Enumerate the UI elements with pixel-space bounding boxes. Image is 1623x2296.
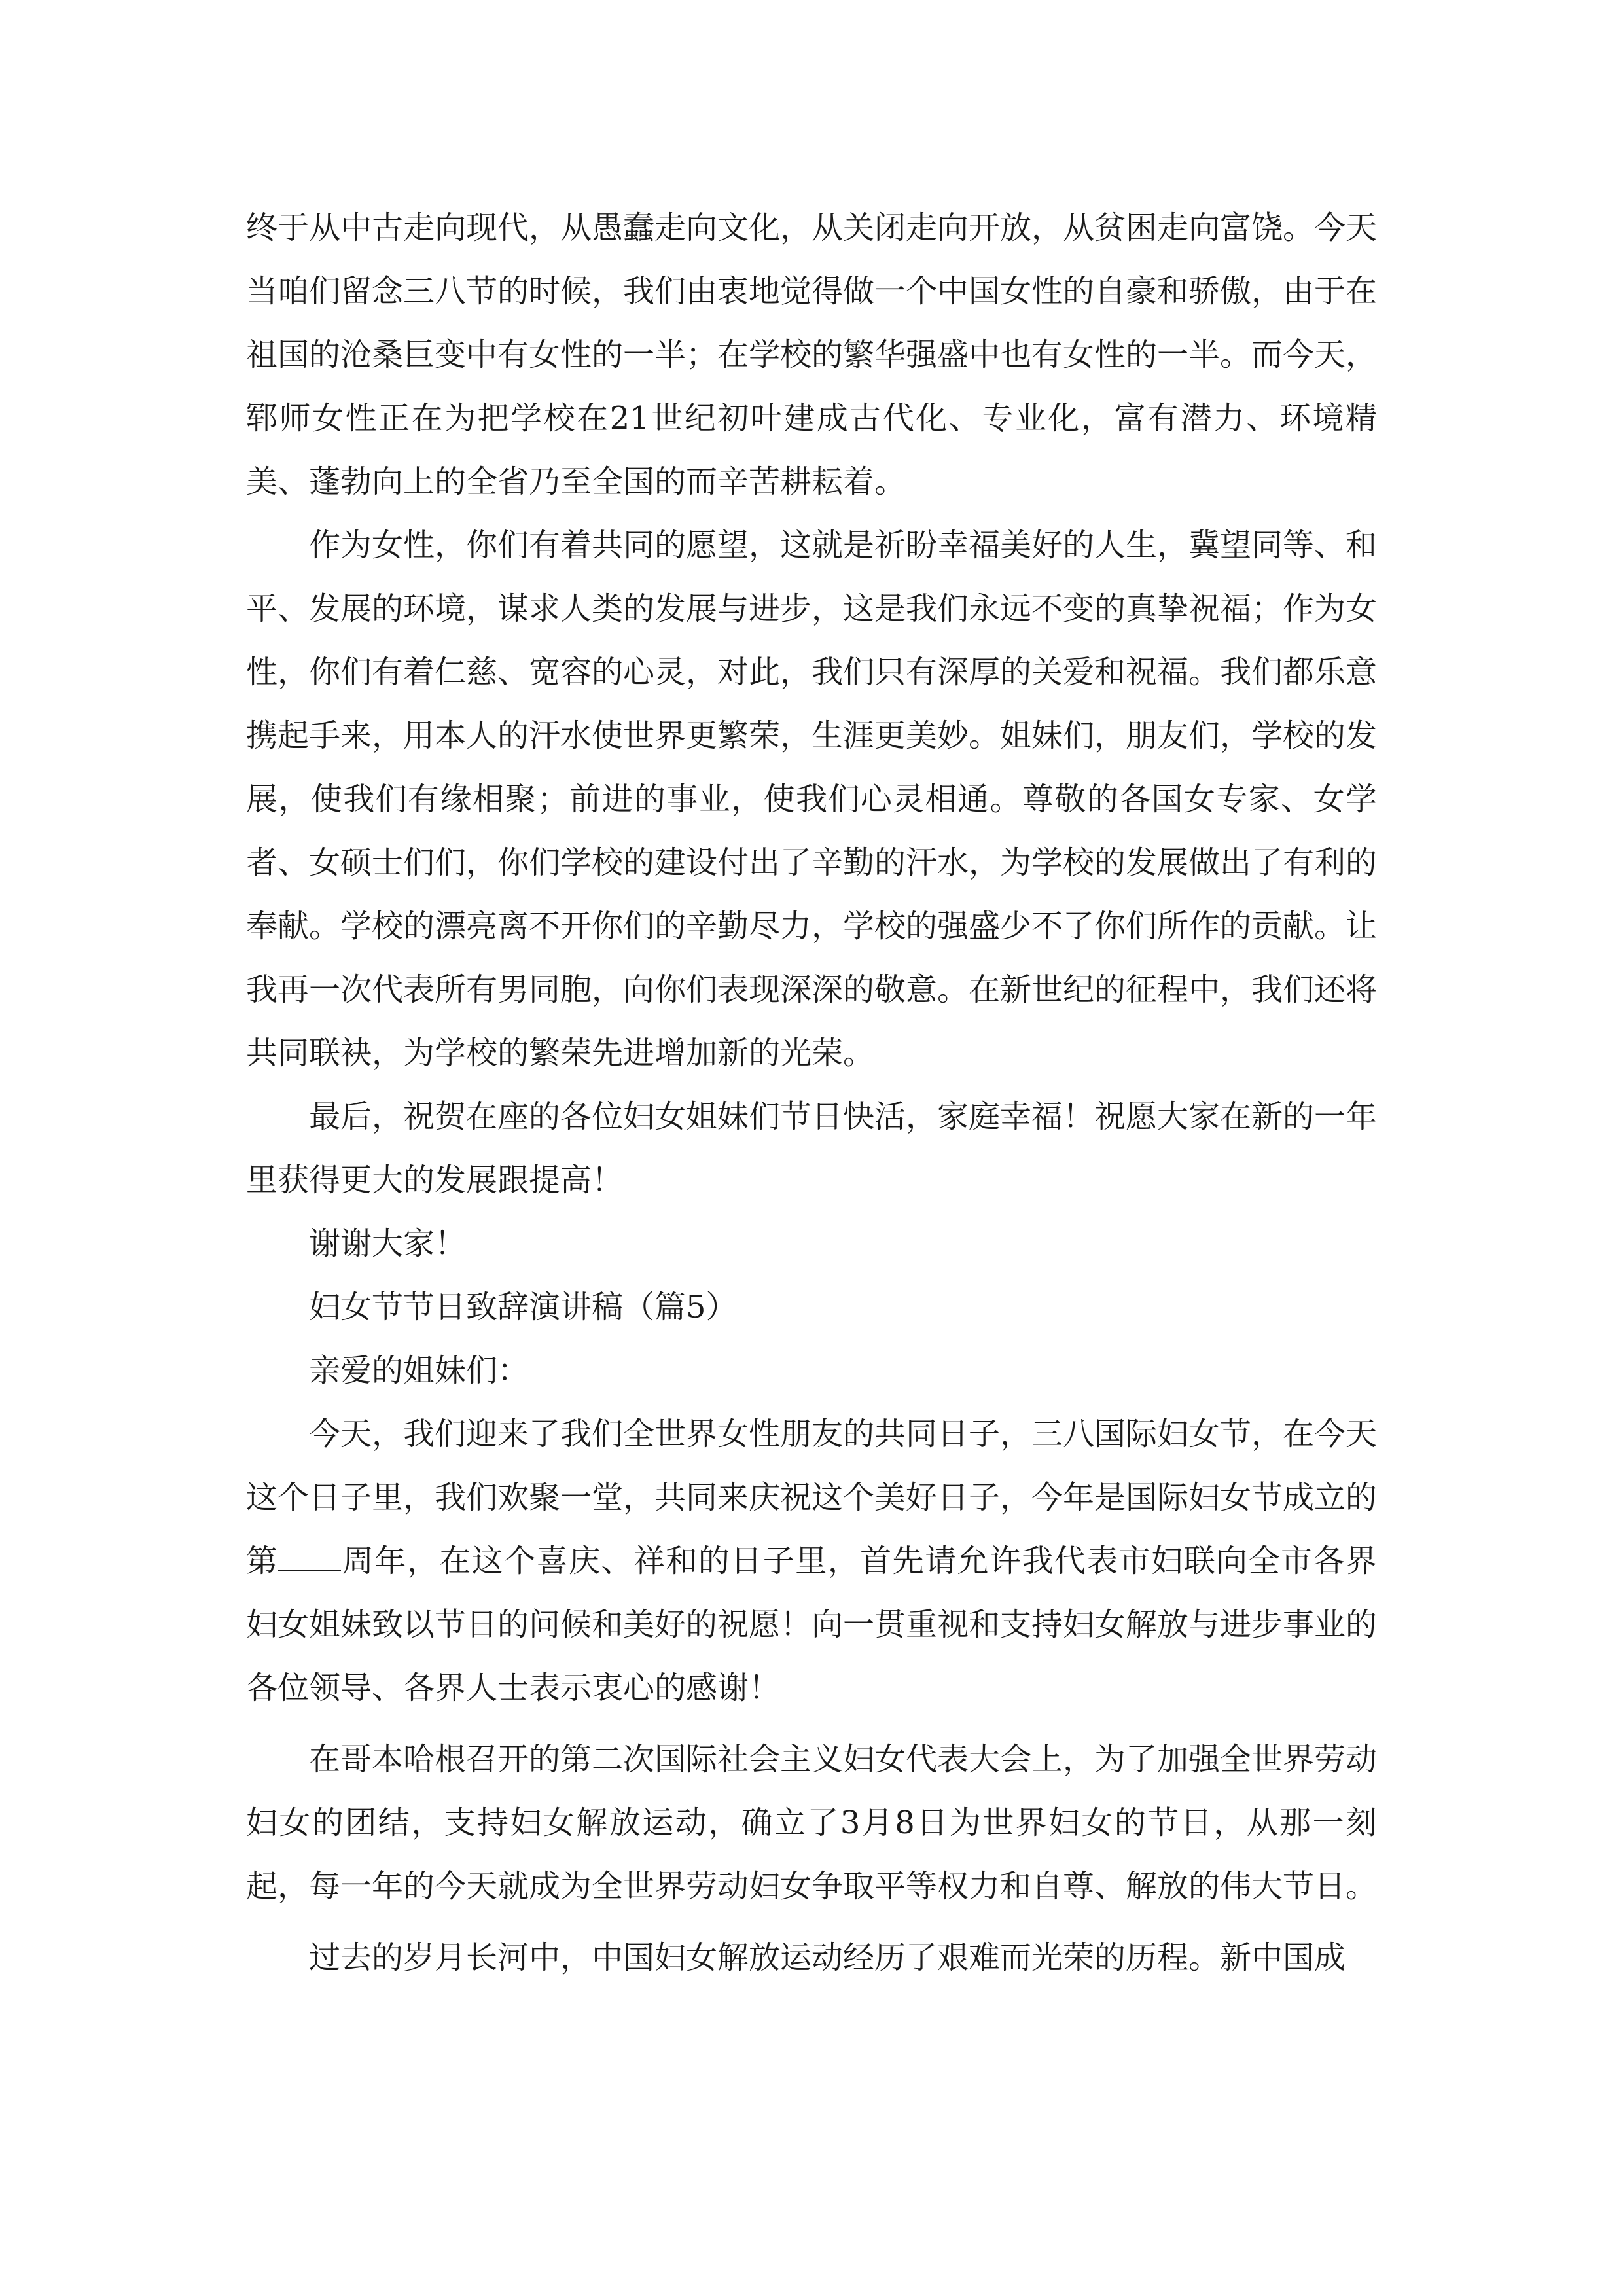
paragraph-today-after: 周年，在这个喜庆、祥和的日子里，首先请允许我代表市妇联向全市各界妇女姐妹致以节日的问候和美好的祝愿！向一贯重视和支持妇女解放与进步事业的各位领导、各界人士表示衷心的感谢！ (246, 1543, 1378, 1706)
paragraph-thanks: 谢谢大家！ (309, 1225, 467, 1262)
paragraph-continuation: 终于从中古走向现代，从愚蠢走向文化，从关闭走向开放，从贫困走向富饶。今天当咱们留念三八节的时候，我们由衷地觉得做一个中国女性的自豪和骄傲，由于在祖国的沧桑巨变中有女性的一半；在学校的繁华强盛中也有女性的一半。而今天，郓师女性正在为把学校在21世纪初叶建成古代化、专业化，富有潜力、环境精美、蓬勃向上的全省乃至全国的而辛苦耕耘着。 (246, 209, 1378, 500)
paragraph-as-women: 作为女性，你们有着共同的愿望，这就是祈盼幸福美好的人生，冀望同等、和平、发展的环境，谋求人类的发展与进步，这是我们永远不变的真挚祝福；作为女性，你们有着仁慈、宽容的心灵，对此，我们只有深厚的关爱和祝福。我们都乐意携起手来，用本人的汗水使世界更繁荣，生涯更美妙。姐妹们，朋友们，学校的发展，使我们有缘相聚；前进的事业，使我们心灵相通。尊敬的各国女专家、女学者、女硕士们们，你们学校的建设付出了辛勤的汗水，为学校的发展做出了有利的奉献。学校的漂亮离不开你们的辛勤尽力，学校的强盛少不了你们所作的贡献。让我再一次代表所有男同胞，向你们表现深深的敬意。在新世纪的征程中，我们还将共同联袂，为学校的繁荣先进增加新的光荣。 (246, 527, 1378, 1071)
salutation: 亲爱的姐妹们： (309, 1352, 529, 1389)
document-body (246, 196, 1377, 1990)
paragraph-today (246, 1403, 1377, 1720)
paragraph-copenhagen: 在哥本哈根召开的第二次国际社会主义妇女代表大会上，为了加强全世界劳动妇女的团结，支持妇女解放运动，确立了3月8日为世界妇女的节日，从那一刻起，每一年的今天就成为全世界劳动妇女争取平等权力和自尊、解放的伟大节日。 (246, 1741, 1378, 1905)
section-heading: 妇女节节日致辞演讲稿（篇5） (309, 1289, 738, 1325)
fill-in-blank (278, 1543, 341, 1571)
paragraph-final-wishes: 最后，祝贺在座的各位妇女姐妹们节日快活，家庭幸福！祝愿大家在新的一年里获得更大的发展跟提高！ (246, 1098, 1378, 1198)
paragraph-today-before: 今天，我们迎来了我们全世界女性朋友的共同日子，三八国际妇女节，在今天这个日子里，我们欢聚一堂，共同来庆祝这个美好日子，今年是国际妇女节成立的第 (246, 1416, 1378, 1579)
paragraph-history: 过去的岁月长河中，中国妇女解放运动经历了艰难而光荣的历程。新中国成 (309, 1939, 1346, 1976)
